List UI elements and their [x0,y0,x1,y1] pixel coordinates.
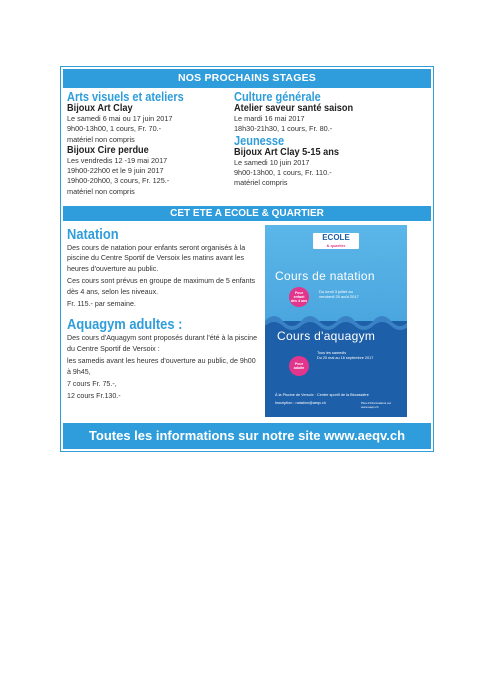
poster-line: vendredi 25 août 2017 [319,294,359,299]
logo-subtext: & quartier [326,243,346,248]
badge-line: Pour [294,290,304,295]
aquagym-price: 7 cours Fr. 75.-, [67,380,117,389]
item-line: 19h00-20h00, 3 cours, Fr. 125.- [67,176,170,186]
category-jeunesse: Jeunesse [234,133,285,148]
aquagym-paragraph: Des cours d'Aquagym sont proposés durant l'été à la piscine du Centre Sportif de Versoix : [67,334,258,353]
poster-line: www.aeqv.ch [361,405,379,409]
ecole-quartier-logo [313,233,359,249]
poster-natation-title: Cours de natation [275,269,375,283]
stages-right-column [234,91,429,188]
category-culture: Culture générale [234,90,321,104]
item-title-atelier-saveur: Atelier saveur santé saison [234,103,354,114]
item-line: 9h00-13h00, 1 cours, Fr. 70.- [67,124,162,134]
ete-header: CET ETE A ECOLE & QUARTIER [63,206,431,221]
poster-aquagym-dates [317,351,373,361]
poster-inscription: Inscription : natation@aeqv.ch [275,401,326,405]
natation-title: Natation [67,226,119,243]
poster-aquagym-title: Cours d'aquagym [277,329,376,343]
course-poster [265,225,407,417]
summer-courses [67,227,259,402]
poster-line: Du 20 mai au 16 septembre 2017 [317,356,374,360]
item-line: Les vendredis 12 -19 mai 2017 [67,155,168,165]
stages-header: NOS PROCHAINS STAGES [63,69,431,88]
poster-location: À la Piscine de Versoix · Centre sportif de la Bécassière [275,393,369,397]
badge-adulte [289,356,309,376]
item-line: matériel compris [234,178,288,188]
item-line: matériel non compris [67,186,135,196]
item-line: Le mardi 16 mai 2017 [234,114,305,123]
footer-banner: Toutes les informations sur notre site www.aeqv.ch [63,423,431,449]
item-line: Le samedi 6 mai ou 17 juin 2017 [67,114,173,123]
item-line: matériel non compris [67,134,135,144]
badge-line: Pour [294,361,304,366]
aquagym-price: 12 cours Fr.130.- [67,392,121,401]
item-title-bijoux-5-15: Bijoux Art Clay 5-15 ans [234,146,339,158]
badge-enfant [289,287,309,307]
flyer-panel [60,66,434,452]
badge-line: dès 4 ans [290,299,308,304]
aquagym-paragraph: les samedis avant les heures d'ouverture au public, de 9h00 à 9h45, [67,357,256,376]
poster-natation-dates [319,289,359,299]
natation-paragraph: Des cours de natation pour enfants seront organisés à la piscine du Centre Sportif de Versoix les matins avant les heures d'ouverture au public. [67,244,246,273]
item-line: 19h00-22h00 et le 9 juin 2017 [67,166,164,176]
natation-price: Fr. 115.- par semaine. [67,300,136,309]
item-line: Le samedi 10 juin 2017 [234,157,310,167]
badge-line: enfant [293,294,305,299]
poster-line: Tous les samedis [317,351,347,355]
item-title-bijoux-art-clay: Bijoux Art Clay [67,103,133,114]
item-line: 9h00-13h00, 1 cours, Fr. 110.- [234,167,332,177]
item-line: 18h30-21h30, 1 cours, Fr. 80.- [234,124,333,134]
poster-info [361,401,391,409]
aquagym-title: Aquagym adultes : [67,316,183,334]
logo-text: ECOLE [322,233,350,242]
stages-left-column [67,91,237,197]
poster-line: Du lundi 3 juillet au [319,289,353,294]
category-arts: Arts visuels et ateliers [67,90,184,104]
natation-paragraph: Ces cours sont prévus en groupe de maximum de 5 enfants dès 4 ans, selon les niveaux. [67,277,256,296]
item-title-bijoux-cire-perdue: Bijoux Cire perdue [67,144,149,156]
badge-line: adulte [293,366,305,370]
poster-line: Plus d'informations sur [361,401,392,405]
